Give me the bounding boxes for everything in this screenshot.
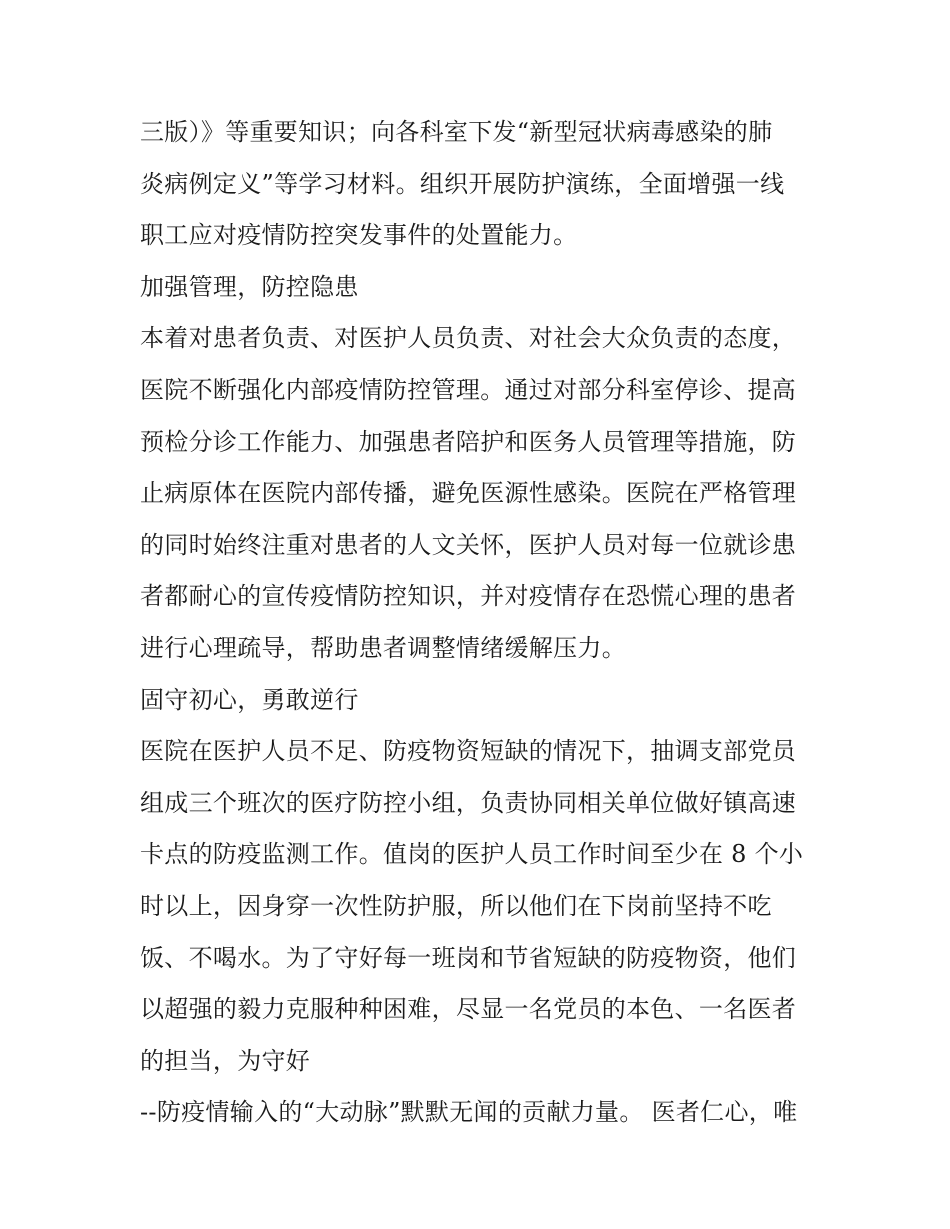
text-line: 时以上，因身穿一次性防护服，所以他们在下岗前坚持不吃 [140, 891, 772, 920]
text-line: 者都耐心的宣传疫情防控知识，并对疫情存在恐慌心理的患者 [140, 582, 797, 611]
text-line: 进行心理疏导，帮助患者调整情绪缓解压力。 [140, 633, 626, 662]
text-line: 饭、不喝水。为了守好每一班岗和节省短缺的防疫物资，他们 [140, 943, 797, 972]
document-body [140, 107, 830, 1139]
text-line: 预检分诊工作能力、加强患者陪护和医务人员管理等措施，防 [140, 427, 797, 456]
section-heading: 固守初心，勇敢逆行 [140, 685, 359, 714]
text-line: 以超强的毅力克服种种困难，尽显一名党员的本色、一名医者 [140, 995, 797, 1024]
text-line: 职工应对疫情防控突发事件的处置能力。 [140, 221, 578, 250]
text-line: 炎病例定义”等学习材料。组织开展防护演练，全面增强一线 [140, 169, 785, 198]
text-line: 医院在医护人员不足、防疫物资短缺的情况下，抽调支部党员 [140, 737, 797, 766]
section-heading: 加强管理，防控隐患 [140, 272, 359, 301]
text-line: 止病原体在医院内部传播，避免医源性感染。医院在严格管理 [140, 479, 797, 508]
text-line: 的担当，为守好 [140, 1046, 311, 1075]
text-line: 的同时始终注重对患者的人文关怀，医护人员对每一位就诊患 [140, 530, 797, 559]
text-line: 三版）》等重要知识；向各科室下发“新型冠状病毒感染的肺 [140, 118, 773, 146]
text-line: 卡点的防疫监测工作。值岗的医护人员工作时间至少在 8 个小 [140, 840, 804, 869]
text-line: --防疫情输入的“大动脉”默默无闻的贡献力量。 医者仁心，唯 [140, 1098, 798, 1127]
text-line: 本着对患者负责、对医护人员负责、对社会大众负责的态度， [140, 324, 797, 353]
text-line: 医院不断强化内部疫情防控管理。通过对部分科室停诊、提高 [140, 375, 797, 404]
text-line: 组成三个班次的医疗防控小组，负责协同相关单位做好镇高速 [140, 788, 797, 817]
